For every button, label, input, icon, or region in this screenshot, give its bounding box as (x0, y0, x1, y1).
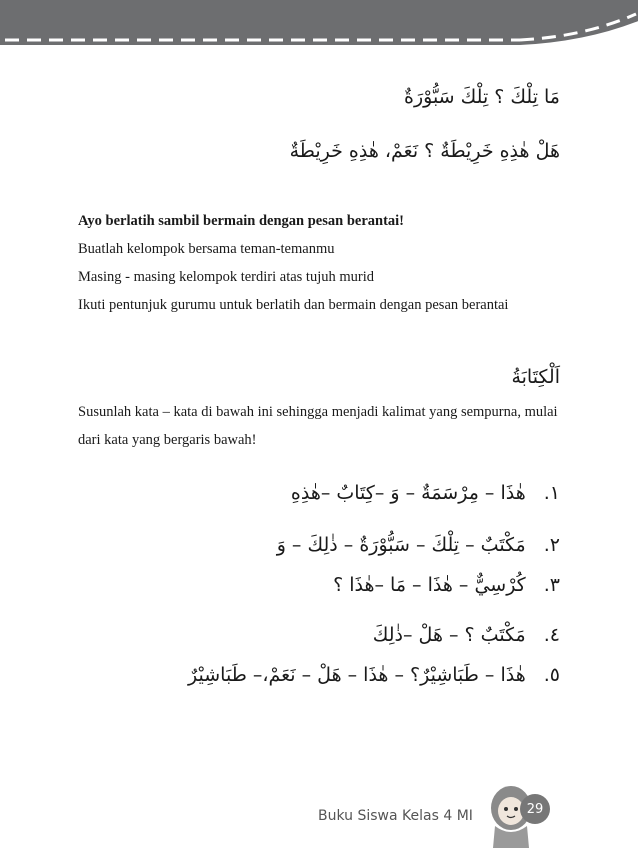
exercise-number: ٣. (543, 574, 560, 596)
exercise-number: ٥. (543, 664, 560, 686)
activity-line-1: Buatlah kelompok bersama teman-temanmu (78, 241, 335, 257)
exercise-text: مَكْتَبٌ – تِلْكَ – سَبُّوْرَةٌ – ذٰلِكَ – وَ (276, 534, 526, 556)
exercise-3 (333, 574, 560, 596)
exercise-text: هٰذَا – طَبَاشِيْرٌ؟ – هٰذَا – هَلْ – نَعَمْ،– طَبَاشِيْرٌ (188, 664, 526, 686)
exercise-number: ١. (543, 482, 560, 504)
activity-heading: Ayo berlatih sambil bermain dengan pesan berantai! (78, 213, 405, 229)
exercise-number: ٢. (543, 534, 560, 556)
header-banner (0, 0, 638, 70)
book-title: Buku Siswa Kelas 4 MI (318, 808, 473, 824)
activity-line-2: Masing - masing kelompok terdiri atas tujuh murid (78, 269, 374, 285)
exercise-2 (277, 534, 560, 556)
exercise-text: كُرْسِيٌّ – هٰذَا – مَا –هٰذَا ؟ (333, 574, 526, 596)
arabic-line-1: مَا تِلْكَ ؟ تِلْكَ سَبُّوْرَةٌ (404, 86, 560, 108)
activity-line-3: Ikuti pentunjuk gurumu untuk berlatih dan bermain dengan pesan berantai (78, 297, 509, 313)
writing-title: اَلْكِتَابَةُ (511, 366, 560, 388)
exercise-5 (188, 664, 560, 686)
writing-instruction: Susunlah kata – kata di bawah ini sehingga menjadi kalimat yang sempurna, mulai dari kata yang bergaris bawah! (78, 404, 558, 448)
exercise-4 (373, 624, 560, 646)
exercise-text: مَكْتَبٌ ؟ – هَلْ –ذٰلِكَ (372, 624, 526, 646)
exercise-text: هٰذَا – مِرْسَمَةٌ – وَ –كِتَابٌ –هٰذِهِ (290, 482, 526, 504)
exercise-1 (291, 482, 560, 504)
page-number-badge: 29 (520, 794, 550, 824)
arabic-line-2: هَلْ هٰذِهِ خَرِيْطَةٌ ؟ نَعَمْ، هٰذِهِ خَرِيْطَةٌ (289, 140, 560, 162)
exercise-number: ٤. (543, 624, 560, 646)
